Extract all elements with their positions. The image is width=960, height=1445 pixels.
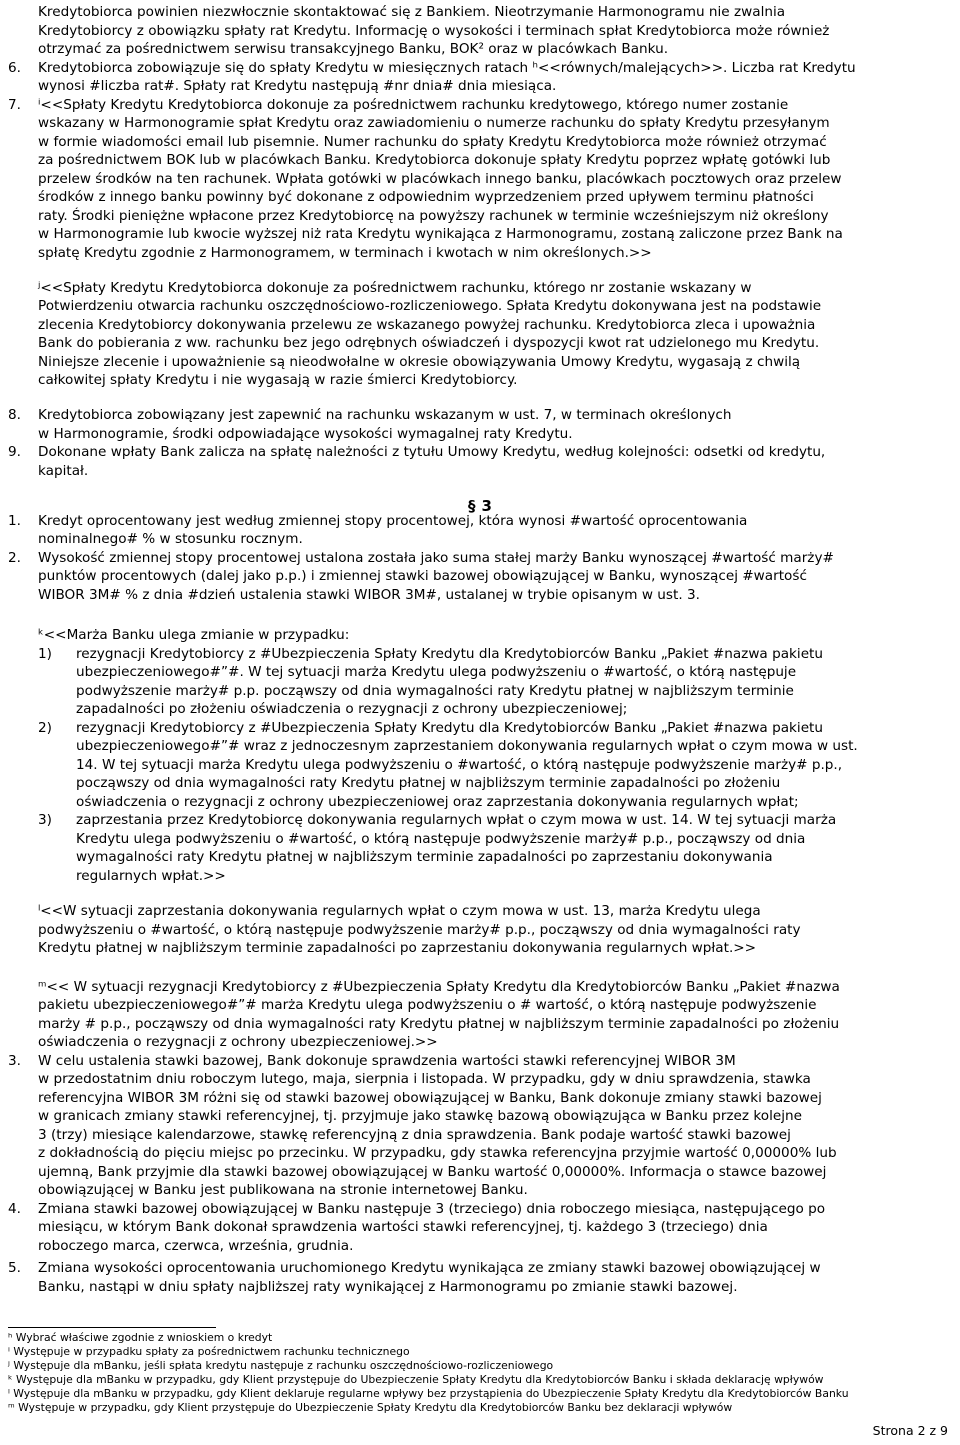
footnote: ʲ Występuje dla mBanku, jeśli spłata kredytu następuje z rachunku oszczędnościowo-rozliczeniowego (8, 1359, 554, 1372)
footnote: ⁱ Występuje w przypadku spłaty za pośrednictwem rachunku technicznego (8, 1345, 410, 1358)
text-line: otrzymać za pośrednictwem serwisu transakcyjnego Banku, BOK² oraz w placówkach Banku. (38, 41, 669, 57)
text-line: przelew środków na ten rachunek. Wpłata gotówki w placówkach innego banku, placówkach pocztowych oraz przelew (38, 170, 842, 187)
text-line: Kredytobiorca zobowiązuje się do spłaty Kredytu w miesięcznych ratach ʰ<<równych/malejących>>. Liczba rat Kredytu (38, 59, 856, 76)
text-line: W celu ustalenia stawki bazowej, Bank dokonuje sprawdzenia wartości stawki referencyjnej WIBOR 3M (38, 1052, 736, 1069)
text-line: Zmiana stawki bazowej obowiązującej w Banku następuje 3 (trzeciego) dnia roboczego miesiąca, następującego po (38, 1200, 826, 1217)
text-line: regularnych wpłat.>> (76, 867, 226, 884)
text-line: całkowitej spłaty Kredytu i nie wygasają w razie śmierci Kredytobiorcy. (38, 372, 518, 389)
text-line: rezygnacji Kredytobiorcy z #Ubezpieczenia Spłaty Kredytu dla Kredytobiorców Banku „Pakiet #nazwa pakietu (76, 645, 824, 662)
item-number: 7. (8, 96, 21, 113)
text-line: począwszy od dnia wymagalności raty Kredytu płatnej w najbliższym terminie zapadalności po złożeniu (76, 775, 781, 792)
text-line: roboczego marca, czerwca, września, grudnia. (38, 1237, 354, 1254)
text-line: w Harmonogramie lub kwocie wyższej niż rata Kredytu wynikająca z Harmonogramu, zostaną zaliczone przez Bank na (38, 226, 843, 242)
text-line: środków z innego banku powinny być dokonane z odpowiednim wyprzedzeniem przed upływem terminu płatności (38, 189, 814, 205)
item-number: 2. (8, 549, 21, 566)
text-line: referencyjna WIBOR 3M różni się od stawki bazowej obowiązującej w Banku, Bank dokonuje zmiany stawki bazowej (38, 1089, 822, 1106)
item-number: 5. (8, 1260, 21, 1277)
text-line: miesiącu, w którym Bank dokonał sprawdzenia wartości stawki referencyjnej, tj. każdego 3 (trzeciego) dnia (38, 1219, 768, 1236)
text-line: oświadczenia o rezygnacji z ochrony ubezpieczeniowej.>> (38, 1034, 438, 1051)
text-line: nominalnego# % w stosunku rocznym. (38, 531, 303, 548)
text-line: podwyższenie marży# p.p. począwszy od dnia wymagalności raty Kredytu płatnej w najbliższym terminie (76, 682, 794, 699)
text-line: zaprzestania przez Kredytobiorcę dokonywania regularnych wpłat o czym mowa w ust. 14. W tej sytuacji marża (76, 812, 837, 829)
footnote-separator (8, 1327, 216, 1328)
text-line: w granicach zmiany stawki referencyjnej, tj. przyjmuje jako stawkę bazową obowiązująca w Banku przez kolejne (38, 1108, 802, 1125)
text-line: wynosi #liczba rat#. Spłaty rat Kredytu następują #nr dnia# dnia miesiąca. (38, 78, 557, 94)
text-line: Dokonane wpłaty Bank zalicza na spłatę należności z tytułu Umowy Kredytu, według kolejności: odsetki od kredytu, (38, 444, 826, 461)
text-line: w przedostatnim dniu roboczym lutego, maja, sierpnia i listopada. W przypadku, gdy w dniu sprawdzenia, stawka (38, 1071, 811, 1088)
item-number: 1. (8, 512, 21, 529)
text-line: Banku, nastąpi w dniu spłaty najbliższej raty wynikającej z Harmonogramu po zmianie stawki bazowej. (38, 1278, 738, 1295)
text-line: oświadczenia o rezygnacji z ochrony ubezpieczeniowej oraz zaprzestania dokonywania regularnych wpłat; (76, 793, 799, 810)
text-line: z dokładnością do pięciu miejsc po przecinku. W przypadku, gdy stawka referencyjna przyjmie wartość 0,00000% lub (38, 1145, 837, 1162)
text-line: ᵐ<< W sytuacji rezygnacji Kredytobiorcy z #Ubezpieczenia Spłaty Kredytu dla Kredytobiorców Banku „Pakiet #nazwa (38, 978, 840, 995)
text-line: Kredytobiorca zobowiązany jest zapewnić na rachunku wskazanym w ust. 7, w terminach określonych (38, 407, 732, 424)
text-line: Zmiana wysokości oprocentowania uruchomionego Kredytu wynikająca ze zmiany stawki bazowej obowiązującej w (38, 1260, 821, 1277)
text-line: podwyższeniu o #wartość, o którą następuje podwyższenie marży# p.p., począwszy od dnia wymagalności raty (38, 921, 801, 938)
section-heading (0, 496, 960, 516)
text-line: ujemną, Bank przyjmie dla stawki bazowej obowiązującej w Banku wartość 0,00000%. Informacja o stawce bazowej (38, 1163, 827, 1180)
text-line: Kredytobiorca powinien niezwłocznie skontaktować się z Bankiem. Nieotrzymanie Harmonogramu nie zwalnia (38, 4, 786, 20)
text-line: w Harmonogramie, środki odpowiadające wysokości wymagalnej raty Kredytu. (38, 425, 573, 442)
item-number: 8. (8, 407, 21, 424)
item-number: 1) (38, 645, 52, 662)
text-line: Kredytu ulega podwyższeniu o #wartość, o którą następuje podwyższenie marży# p.p., począwszy od dnia (76, 830, 806, 847)
text-line: ˡ<<W sytuacji zaprzestania dokonywania regularnych wpłat o czym mowa w ust. 13, marża Kredytu ulega (38, 903, 761, 920)
text-line: za pośrednictwem BOK lub w placówkach Banku. Kredytobiorca dokonuje spłaty Kredytu poprzez wpłatę gotówki lub (38, 152, 831, 168)
text-line: 3 (trzy) miesiące kalendarzowe, stawkę referencyjną z dnia sprawdzenia. Bank podaje wartość stawki bazowej (38, 1126, 791, 1143)
text-line: kapitał. (38, 462, 89, 479)
text-line: punktów procentowych (dalej jako p.p.) i zmiennej stawki bazowej obowiązującej w Banku, wynoszącej #wartość (38, 568, 807, 585)
text-line: Kredytu płatnej w najbliższym terminie zapadalności po zaprzestaniu dokonywania regularnych wpłat.>> (38, 940, 757, 957)
text-line: zlecenia Kredytobiorcy dokonywania przelewu ze wskazanego powyżej rachunku. Kredytobiorca zleca i upoważnia (38, 316, 816, 333)
text-line: ubezpieczeniowego#”#. W tej sytuacji marża Kredytu ulega podwyższeniu o #wartość, o którą następuje (76, 664, 797, 681)
text-line: Potwierdzeniu otwarcia rachunku oszczędnościowo-rozliczeniowego. Spłata Kredytu dokonywana jest na podstawie (38, 298, 822, 315)
text-line: Kredytobiorcy z obowiązku spłaty rat Kredytu. Informację o wysokości i terminach spłat Kredytobiorca może również (38, 22, 830, 39)
text-line: pakietu ubezpieczeniowego#”# marża Kredytu ulega podwyższeniu o # wartość, o którą następuje podwyższenie (38, 997, 817, 1014)
item-number: 3. (8, 1052, 21, 1069)
text-line: zapadalności po złożeniu oświadczenia o rezygnacji z ochrony ubezpieczeniowej; (76, 701, 628, 718)
text-line: ʲ<<Spłaty Kredytu Kredytobiorca dokonuje za pośrednictwem rachunku, którego nr zostanie wskazany w (38, 279, 752, 296)
item-number: 3) (38, 812, 52, 829)
text-line: wymagalności raty Kredytu płatnej w najbliższym terminie zapadalności po zaprzestaniu dokonywania (76, 849, 773, 866)
section-symbol: § (468, 497, 476, 515)
text-line: spłatę Kredytu zgodnie z Harmonogramem, w terminach i kwotach w nim określonych.>> (38, 244, 652, 261)
text-line: wskazany w Harmonogramie spłat Kredytu oraz zawiadomieniu o numerze rachunku do spłaty Kredytu przesyłanym (38, 115, 830, 131)
item-number: 9. (8, 444, 21, 461)
text-line: marży # p.p., począwszy od dnia wymagalności raty Kredytu płatnej w najbliższym terminie zapadalności po złożeniu (38, 1015, 840, 1032)
text-line: raty. Środki pieniężne wpłacone przez Kredytobiorcę na powyższy rachunek w terminie wcześniejszym niż określony (38, 207, 829, 224)
text-line: ubezpieczeniowego#”# wraz z jednoczesnym zaprzestaniem dokonywania regularnych wpłat o czym mowa w ust. (76, 738, 858, 755)
text-line: WIBOR 3M# % z dnia #dzień ustalenia stawki WIBOR 3M#, ustalanej w trybie opisanym w ust. 3. (38, 586, 700, 603)
text-line: rezygnacji Kredytobiorcy z #Ubezpieczenia Spłaty Kredytu dla Kredytobiorców Banku „Pakiet #nazwa pakietu (76, 719, 824, 736)
page-number: Strona 2 z 9 (872, 1423, 948, 1438)
text-line: Niniejsze zlecenie i upoważnienie są nieodwołalne w okresie obowiązywania Umowy Kredytu, wygasają z chwilą (38, 353, 801, 370)
text-line: obowiązującej w Banku jest publikowana na stronie internetowej Banku. (38, 1182, 528, 1199)
text-line: ᵏ<<Marża Banku ulega zmianie w przypadku: (38, 627, 350, 644)
text-line: ⁱ<<Spłaty Kredytu Kredytobiorca dokonuje za pośrednictwem rachunku kredytowego, którego numer zostanie (38, 96, 789, 113)
text-line: Bank do pobierania z ww. rachunku bez jego odrębnych oświadczeń i dyspozycji kwot rat udzielonego mu Kredytu. (38, 335, 820, 352)
text-line: Kredyt oprocentowany jest według zmiennej stopy procentowej, która wynosi #wartość oprocentowania (38, 512, 748, 529)
section-number: 3 (481, 497, 492, 515)
footnote: ᵐ Występuje w przypadku, gdy Klient przystępuje do Ubezpieczenie Spłaty Kredytu dla Kredytobiorców Banku bez deklaracji wpływów (8, 1401, 733, 1414)
footnote: ʰ Wybrać właściwe zgodnie z wnioskiem o kredyt (8, 1331, 273, 1344)
footnote: ᵏ Występuje dla mBanku w przypadku, gdy Klient przystępuje do Ubezpieczenie Spłaty Kredytu dla Kredytobiorców Banku i składa deklarację wpływów (8, 1373, 824, 1386)
text-line: Wysokość zmiennej stopy procentowej ustalona została jako suma stałej marży Banku wynoszącej #wartość marży# (38, 549, 834, 566)
text-line: w formie wiadomości email lub pisemnie. Numer rachunku do spłaty Kredytu Kredytobiorca może również otrzymać (38, 133, 827, 150)
item-number: 4. (8, 1200, 21, 1217)
item-number: 6. (8, 59, 21, 76)
text-line: 14. W tej sytuacji marża Kredytu ulega podwyższeniu o #wartość, o którą następuje podwyższenie marży# p.p., (76, 756, 843, 773)
footnote: ˡ Występuje dla mBanku w przypadku, gdy Klient deklaruje regularne wpływy bez przystąpienia do Ubezpieczenie Spłaty Kredytu dla Kredytobiorców Banku (8, 1387, 849, 1400)
item-number: 2) (38, 719, 52, 736)
